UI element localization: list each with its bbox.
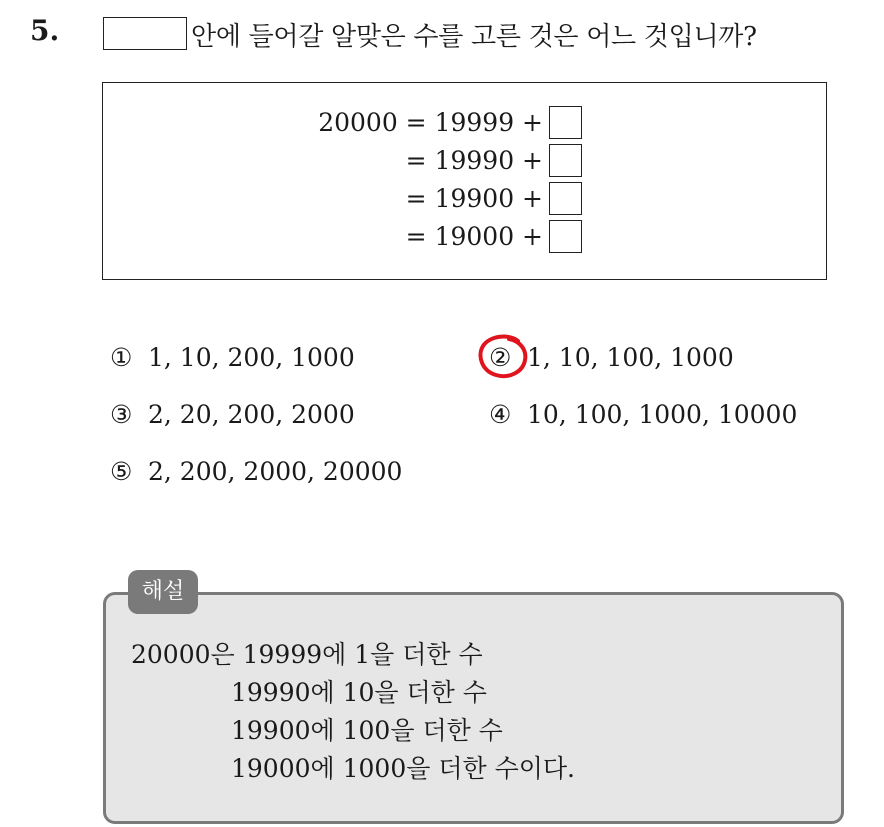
choice-text: 2, 200, 2000, 20000 bbox=[148, 457, 403, 486]
answer-blank-box bbox=[549, 106, 582, 139]
explanation-box bbox=[103, 592, 844, 824]
equation-row-4 bbox=[303, 219, 543, 255]
choice-mark: ⑤ bbox=[110, 457, 133, 486]
equation-text: = 19000 + bbox=[405, 222, 543, 251]
choice-4[interactable] bbox=[489, 400, 797, 429]
choice-3[interactable] bbox=[110, 400, 355, 429]
equation-text: = 19990 + bbox=[405, 146, 543, 175]
explanation-line: 19990에 10을 더한 수 bbox=[231, 678, 487, 707]
question-text: 안에 들어갈 알맞은 수를 고른 것은 어느 것입니까? bbox=[191, 22, 757, 52]
answer-circle-mark-icon bbox=[476, 333, 530, 381]
choice-5[interactable] bbox=[110, 457, 402, 486]
answer-blank-box bbox=[549, 220, 582, 253]
choice-mark: ③ bbox=[110, 400, 133, 429]
answer-blank-box bbox=[549, 182, 582, 215]
choice-mark: ① bbox=[110, 343, 133, 372]
choice-text: 2, 20, 200, 2000 bbox=[148, 400, 355, 429]
equation-row-1 bbox=[303, 105, 543, 141]
choice-mark: ② bbox=[489, 343, 512, 372]
equation-row-2 bbox=[303, 143, 543, 179]
equation-text: = 19900 + bbox=[405, 184, 543, 213]
equation-box bbox=[102, 82, 827, 280]
equation-row-3 bbox=[303, 181, 543, 217]
explanation-tag: 해설 bbox=[128, 570, 198, 614]
choice-mark: ④ bbox=[489, 400, 512, 429]
choice-text: 10, 100, 1000, 10000 bbox=[527, 400, 798, 429]
blank-box-indicator bbox=[103, 17, 187, 50]
equation-text: 20000 = 19999 + bbox=[318, 108, 543, 137]
answer-blank-box bbox=[549, 144, 582, 177]
choice-1[interactable] bbox=[110, 343, 355, 372]
choice-text: 1, 10, 200, 1000 bbox=[148, 343, 355, 372]
question-number: 5. bbox=[30, 14, 60, 47]
explanation-line: 20000은 19999에 1을 더한 수 bbox=[131, 640, 483, 669]
explanation-line: 19900에 100을 더한 수 bbox=[231, 716, 503, 745]
choice-text: 1, 10, 100, 1000 bbox=[527, 343, 734, 372]
explanation-line: 19000에 1000을 더한 수이다. bbox=[231, 754, 575, 783]
